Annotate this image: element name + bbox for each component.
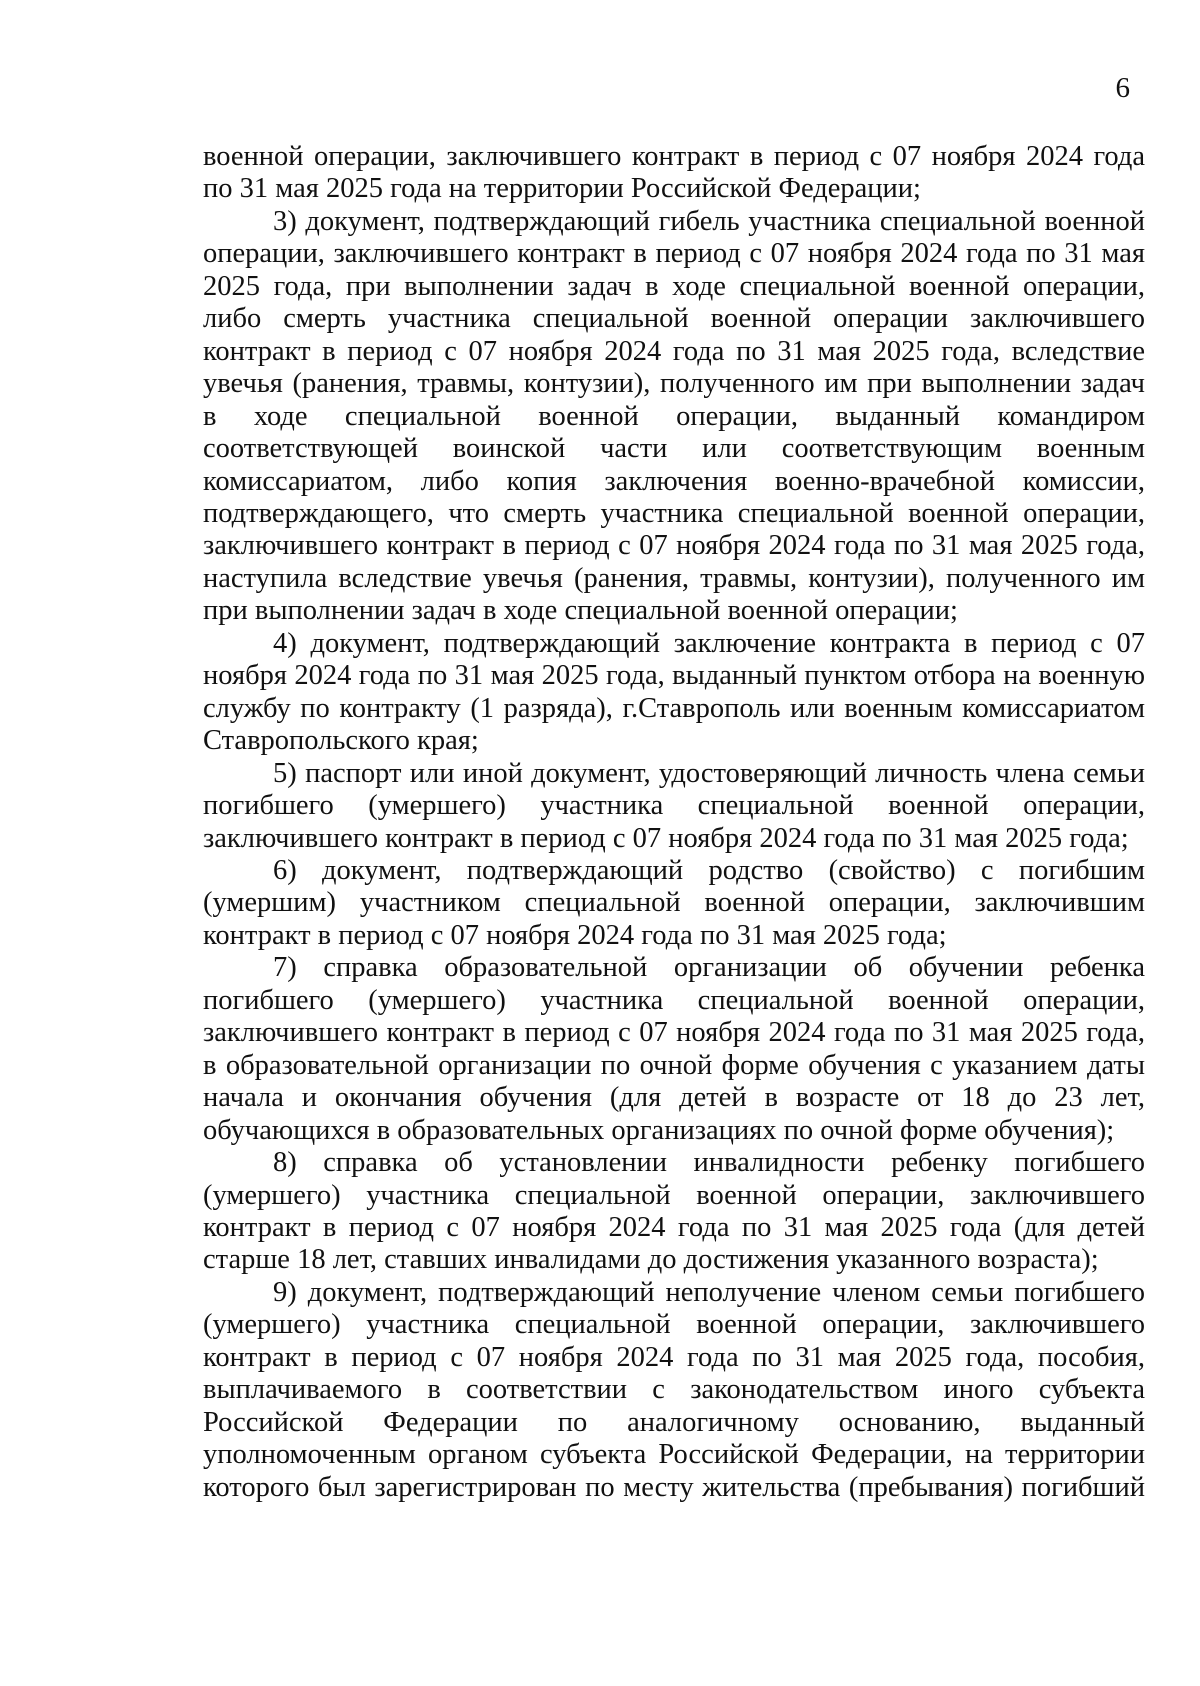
document-body [203, 141, 1145, 1504]
paragraph-item-6: 6) документ, подтверждающий родство (свойство) с погибшим (умершим) участником специальной военной операции, заключившим контракт в период с 07 ноября 2024 года по 31 мая 2025 года; [203, 854, 1145, 951]
paragraph-item-3: 3) документ, подтверждающий гибель участника специальной военной операции, заключившего контракт в период с 07 ноября 2024 года по 31 мая 2025 года, при выполнении задач в ходе специальной военной операции, либо смерть участника специальной военной операции заключившего контракт в период с 07 ноября 2024 года по 31 мая 2025 года, вследствие увечья (ранения, травмы, контузии), полученного им при выполнении задач в ходе специальной военной операции, выданный командиром соответствующей воинской части или соответствующим военным комиссариатом, либо копия заключения военно-врачебной комиссии, подтверждающего, что смерть участника специальной военной операции, заключившего контракт в период с 07 ноября 2024 года по 31 мая 2025 года, наступила вследствие увечья (ранения, травмы, контузии), полученного им при выполнении задач в ходе специальной военной операции; [203, 205, 1145, 627]
paragraph-item-9: 9) документ, подтверждающий неполучение членом семьи погибшего (умершего) участника специальной военной операции, заключившего контракт в период с 07 ноября 2024 года по 31 мая 2025 года, пособия, выплачиваемого в соответствии с законодательством иного субъекта Российской Федерации по аналогичному основанию, выданный уполномоченным органом субъекта Российской Федерации, на территории которого был зарегистрирован по месту жительства (пребывания) погибший [203, 1276, 1145, 1503]
paragraph-item-4: 4) документ, подтверждающий заключение контракта в период с 07 ноября 2024 года по 31 мая 2025 года, выданный пунктом отбора на военную службу по контракту (1 разряда), г.Ставрополь или военным комиссариатом Ставропольского края; [203, 627, 1145, 757]
paragraph-item-8: 8) справка об установлении инвалидности ребенку погибшего (умершего) участника специальной военной операции, заключившего контракт в период с 07 ноября 2024 года по 31 мая 2025 года (для детей старше 18 лет, ставших инвалидами до достижения указанного возраста); [203, 1147, 1145, 1276]
page-number: 6 [1115, 72, 1130, 104]
paragraph-item-7: 7) справка образовательной организации об обучении ребенка погибшего (умершего) участника специальной военной операции, заключившего контракт в период с 07 ноября 2024 года по 31 мая 2025 года, в образовательной организации по очной форме обучения с указанием даты начала и окончания обучения (для детей в возрасте от 18 до 23 лет, обучающихся в образовательных организациях по очной форме обучения); [203, 952, 1145, 1146]
paragraph-continuation: военной операции, заключившего контракт в период с 07 ноября 2024 года по 31 мая 2025 года на территории Российской Федерации; [203, 141, 1145, 205]
paragraph-item-5: 5) паспорт или иной документ, удостоверяющий личность члена семьи погибшего (умершего) участника специальной военной операции, заключившего контракт в период с 07 ноября 2024 года по 31 мая 2025 года; [203, 757, 1145, 854]
